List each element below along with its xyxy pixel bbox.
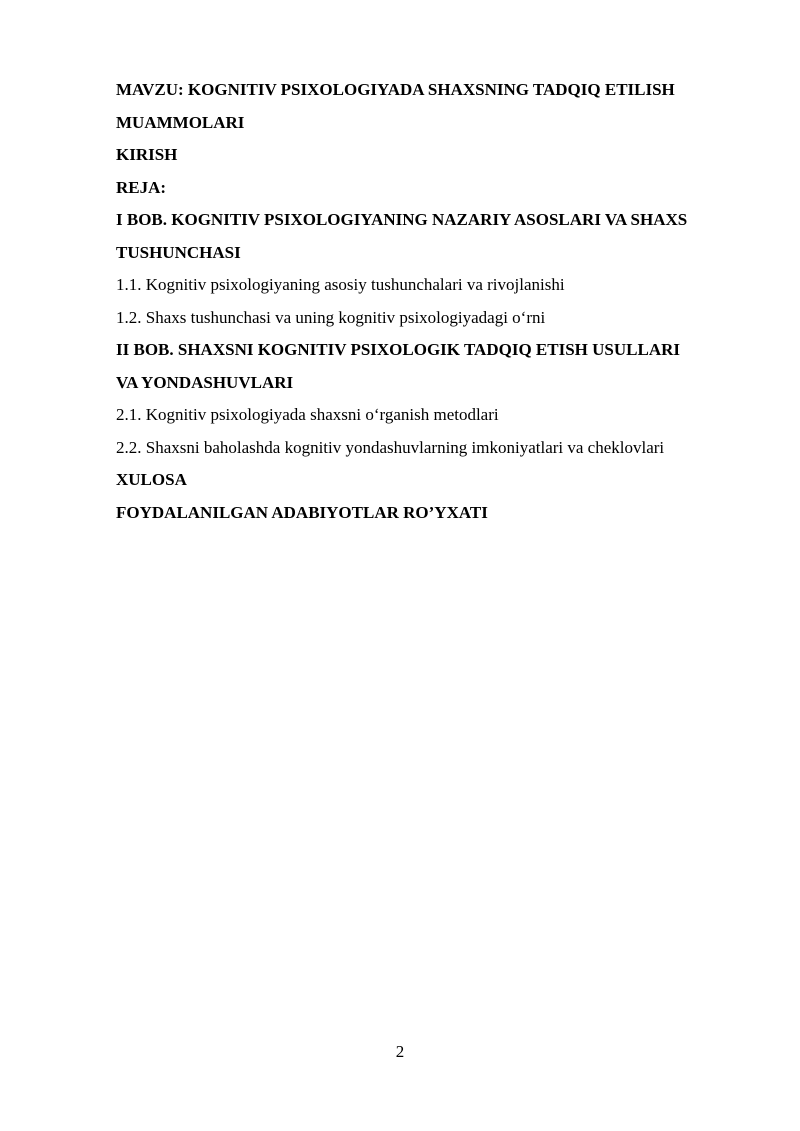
section-1-2: 1.2. Shaxs tushunchasi va uning kognitiv psixologiyadagi o‘rni bbox=[116, 307, 546, 327]
section-2-1: 2.1. Kognitiv psixologiyada shaxsni o‘rganish metodlari bbox=[116, 405, 499, 424]
intro-heading: KIRISH bbox=[116, 145, 178, 164]
chapter-2-heading-line-1: II BOB. SHAXSNI KOGNITIV PSIXOLOGIK TADQIQ ETISH USULLARI bbox=[116, 340, 680, 359]
topic-title-line-1: MAVZU: KOGNITIV PSIXOLOGIYADA SHAXSNING TADQIQ ETILISH bbox=[116, 80, 675, 99]
section-2-2: 2.2. Shaxsni baholashda kognitiv yondashuvlarning imkoniyatlari va cheklovlari bbox=[116, 437, 665, 457]
chapter-1-heading-line-2: TUSHUNCHASI bbox=[116, 242, 241, 262]
page-number: 2 bbox=[395, 1042, 405, 1061]
topic-title-line-2: MUAMMOLARI bbox=[116, 112, 245, 132]
references-heading: FOYDALANILGAN ADABIYOTLAR RO’YXATI bbox=[116, 502, 488, 522]
section-1-1: 1.1. Kognitiv psixologiyaning asosiy tushunchalari va rivojlanishi bbox=[116, 275, 565, 294]
document-body bbox=[116, 74, 748, 529]
chapter-2-heading-line-2: VA YONDASHUVLARI bbox=[116, 372, 294, 392]
plan-heading: REJA: bbox=[116, 177, 167, 197]
chapter-1-heading-line-1: I BOB. KOGNITIV PSIXOLOGIYANING NAZARIY ASOSLARI VA SHAXS bbox=[116, 210, 688, 229]
conclusion-heading: XULOSA bbox=[116, 470, 187, 489]
